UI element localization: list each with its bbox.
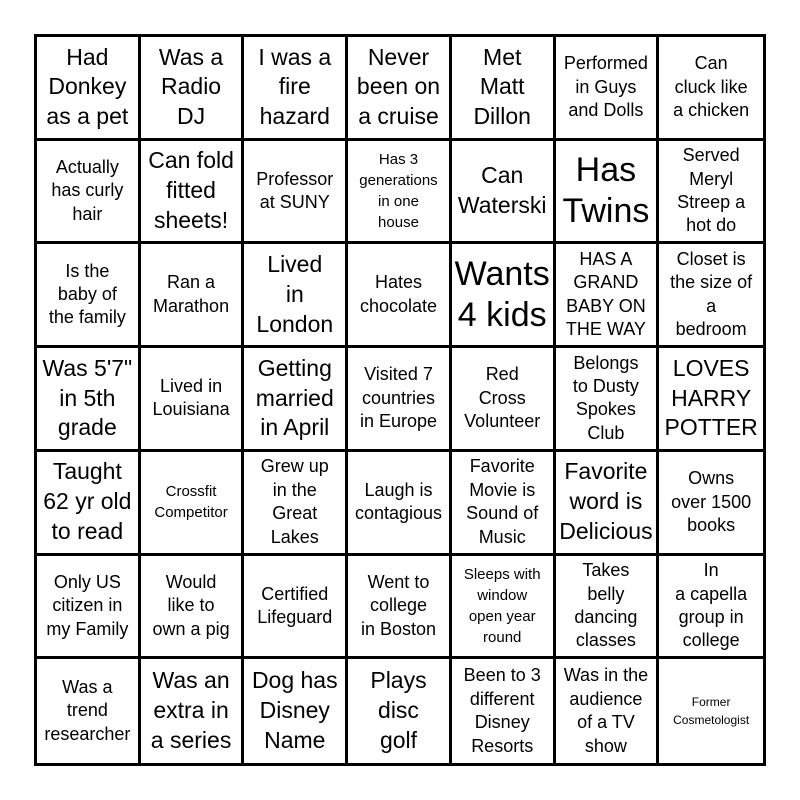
bingo-cell[interactable]: Certified Lifeguard <box>244 556 348 660</box>
bingo-cell[interactable]: Dog has Disney Name <box>244 659 348 763</box>
bingo-cell[interactable]: Hates chocolate <box>348 244 452 348</box>
bingo-cell[interactable]: Was an extra in a series <box>141 659 245 763</box>
bingo-cell[interactable]: Red Cross Volunteer <box>452 348 556 452</box>
bingo-cell[interactable]: Had Donkey as a pet <box>37 37 141 141</box>
bingo-cell[interactable]: Taught 62 yr old to read <box>37 452 141 556</box>
bingo-cell[interactable]: HAS A GRAND BABY ON THE WAY <box>556 244 660 348</box>
bingo-cell[interactable]: Was in the audience of a TV show <box>556 659 660 763</box>
bingo-cell[interactable]: Former Cosmetologist <box>673 695 750 728</box>
bingo-cell[interactable]: Is the baby of the family <box>37 244 141 348</box>
bingo-cell[interactable]: Never been on a cruise <box>348 37 452 141</box>
bingo-cell[interactable]: Has Twins <box>556 141 660 245</box>
bingo-cell[interactable]: Professor at SUNY <box>244 141 348 245</box>
bingo-cell[interactable]: Can Waterski <box>452 141 556 245</box>
bingo-cell[interactable]: Crossfit Competitor <box>141 452 245 556</box>
bingo-cell[interactable]: Favorite word is Delicious <box>556 452 660 556</box>
bingo-cell[interactable]: Laugh is contagious <box>348 452 452 556</box>
bingo-cell[interactable]: Was 5'7" in 5th grade <box>37 348 141 452</box>
bingo-cell[interactable]: Actually has curly hair <box>37 141 141 245</box>
bingo-cell[interactable]: Visited 7 countries in Europe <box>348 348 452 452</box>
bingo-cell[interactable]: Performed in Guys and Dolls <box>556 37 660 141</box>
bingo-cell[interactable]: Takes belly dancing classes <box>556 556 660 660</box>
bingo-cell[interactable]: Would like to own a pig <box>141 556 245 660</box>
bingo-cell[interactable]: Only US citizen in my Family <box>37 556 141 660</box>
bingo-cell[interactable]: Can cluck like a chicken <box>659 37 763 141</box>
bingo-cell[interactable]: Lived in London <box>244 244 348 348</box>
bingo-cell[interactable]: Has 3 generations in one house <box>348 141 452 245</box>
bingo-cell[interactable]: LOVES HARRY POTTER <box>659 348 763 452</box>
bingo-cell[interactable]: Was a trend researcher <box>37 659 141 763</box>
bingo-cell[interactable]: I was a fire hazard <box>244 37 348 141</box>
bingo-cell[interactable]: Favorite Movie is Sound of Music <box>452 452 556 556</box>
bingo-cell[interactable]: Closet is the size of a bedroom <box>659 244 763 348</box>
bingo-cell[interactable]: Owns over 1500 books <box>659 452 763 556</box>
bingo-cell[interactable]: Lived in Louisiana <box>141 348 245 452</box>
bingo-cell[interactable]: Belongs to Dusty Spokes Club <box>556 348 660 452</box>
bingo-cell[interactable]: Been to 3 different Disney Resorts <box>452 659 556 763</box>
bingo-cell[interactable]: Was a Radio DJ <box>141 37 245 141</box>
bingo-cell[interactable]: In a capella group in college <box>659 556 763 660</box>
bingo-cell[interactable]: Ran a Marathon <box>141 244 245 348</box>
bingo-cell[interactable]: Sleeps with window open year round <box>452 556 556 660</box>
bingo-cell[interactable]: Grew up in the Great Lakes <box>244 452 348 556</box>
bingo-cell[interactable]: Can fold fitted sheets! <box>141 141 245 245</box>
bingo-cell[interactable]: Getting married in April <box>244 348 348 452</box>
bingo-cell[interactable]: Plays disc golf <box>348 659 452 763</box>
bingo-cell[interactable]: Served Meryl Streep a hot do <box>659 141 763 245</box>
bingo-cell[interactable]: Met Matt Dillon <box>452 37 556 141</box>
bingo-board <box>34 34 766 766</box>
bingo-cell[interactable]: Went to college in Boston <box>348 556 452 660</box>
bingo-cell[interactable]: Wants 4 kids <box>452 244 556 348</box>
